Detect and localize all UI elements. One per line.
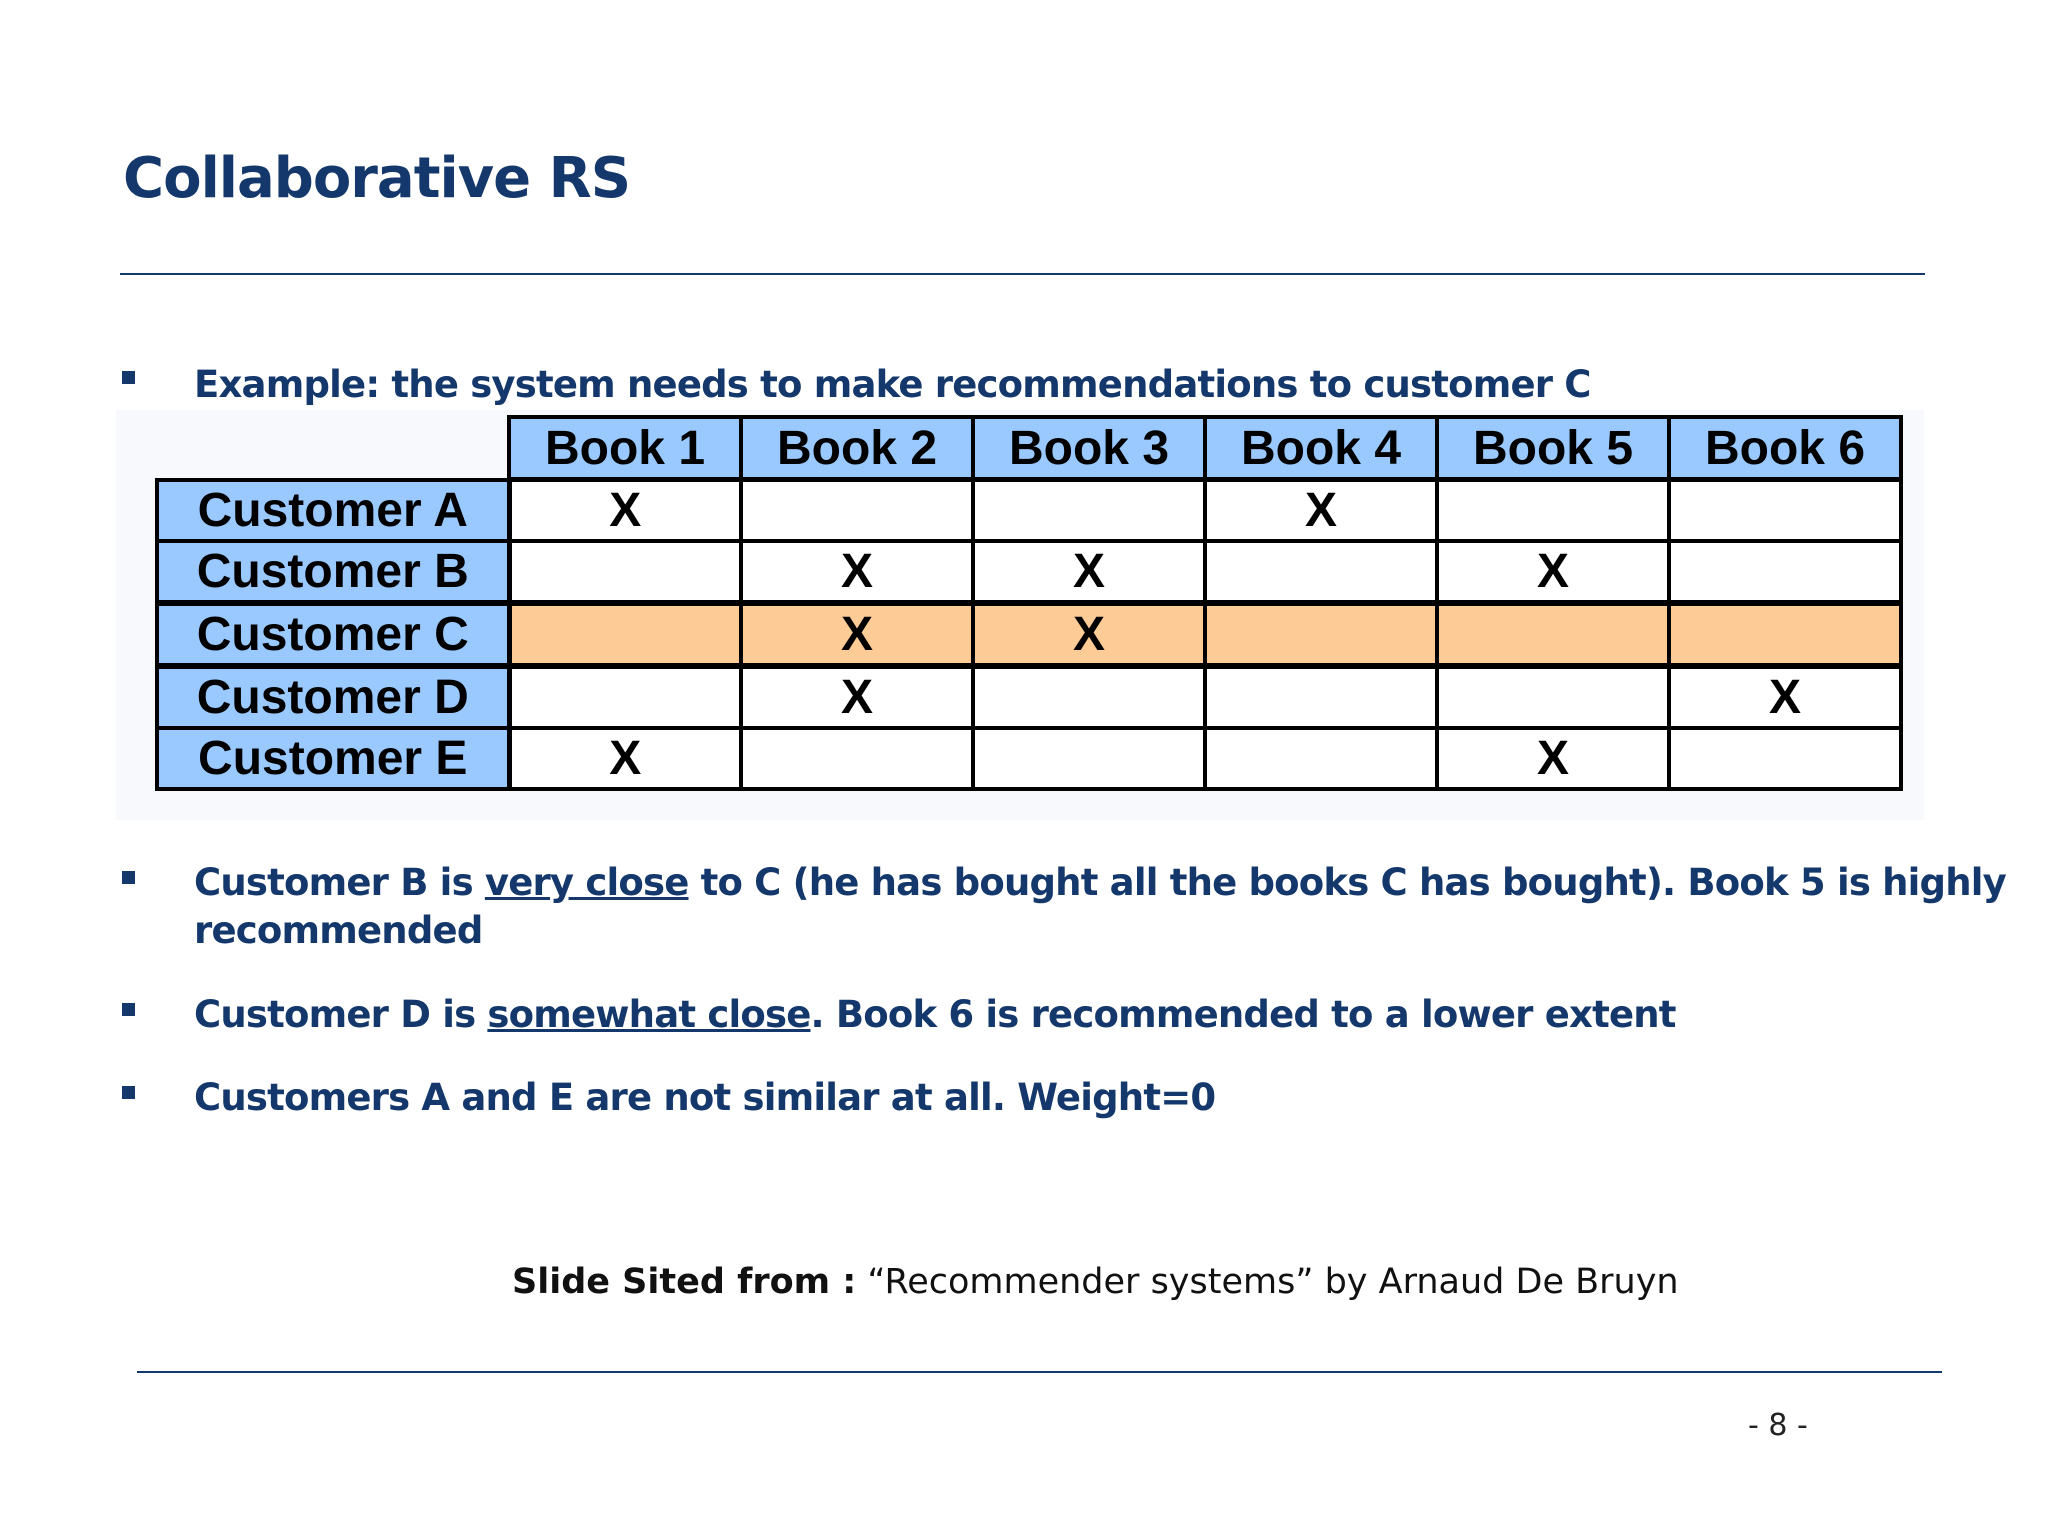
citation-label: Slide Sited from :: [512, 1262, 857, 1302]
finding-ae-text: Customers A and E are not similar at all. Weight=0: [194, 1076, 1216, 1119]
finding-d-emphasis: somewhat close: [487, 993, 811, 1036]
book-header: Book 5: [1437, 417, 1669, 480]
customer-label: Customer E: [157, 728, 509, 789]
customer-label: Customer B: [157, 541, 509, 603]
purchase-cell: [1669, 603, 1901, 666]
finding-b-pre: Customer B is: [194, 861, 485, 904]
citation: [512, 1262, 1679, 1302]
purchase-cell: [1205, 666, 1437, 728]
purchase-cell: [1437, 603, 1669, 666]
title-divider: [120, 273, 1925, 275]
finding-d-post: . Book 6 is recommended to a lower extent: [810, 993, 1676, 1036]
matrix-row-customer-c: [157, 603, 1901, 666]
purchase-cell: [973, 728, 1205, 789]
book-header: Book 6: [1669, 417, 1901, 480]
page-number: - 8 -: [1748, 1408, 1808, 1443]
purchase-cell: [1437, 480, 1669, 541]
purchase-cell: X: [509, 480, 741, 541]
slide-title: Collaborative RS: [123, 146, 631, 211]
customer-label: Customer C: [157, 603, 509, 666]
matrix-row-customer-b: [157, 541, 1901, 603]
purchase-cell: [1669, 480, 1901, 541]
finding-b-cont: recommended: [194, 909, 483, 952]
purchase-cell: [1205, 541, 1437, 603]
purchase-cell: X: [1205, 480, 1437, 541]
intro-bullet-text: Example: the system needs to make recommendations to customer C: [194, 363, 1591, 406]
purchase-cell: X: [973, 603, 1205, 666]
purchase-cell: X: [741, 666, 973, 728]
customer-label: Customer A: [157, 480, 509, 541]
purchase-cell: [741, 480, 973, 541]
purchase-cell: [509, 603, 741, 666]
matrix-header-row: [157, 417, 1901, 480]
footer-divider: [137, 1371, 1942, 1373]
purchase-cell: [741, 728, 973, 789]
finding-b-post: to C (he has bought all the books C has bought). Book 5 is highly: [688, 861, 2006, 904]
purchase-cell: X: [973, 541, 1205, 603]
purchase-cell: X: [509, 728, 741, 789]
matrix-corner: [157, 417, 509, 480]
purchase-cell: [1669, 541, 1901, 603]
purchase-cell: [1669, 728, 1901, 789]
bullet-marker: [122, 871, 135, 884]
book-header: Book 2: [741, 417, 973, 480]
bullet-marker: [122, 1003, 135, 1016]
purchase-cell: [973, 666, 1205, 728]
finding-d-text: [194, 991, 1676, 1039]
bullet-marker: [122, 371, 135, 384]
citation-source: “Recommender systems” by Arnaud De Bruyn: [856, 1262, 1679, 1302]
purchase-cell: [1437, 666, 1669, 728]
finding-d-pre: Customer D is: [194, 993, 488, 1036]
purchase-cell: X: [1437, 728, 1669, 789]
finding-b-text: [194, 859, 2006, 955]
purchase-cell: X: [741, 603, 973, 666]
purchase-cell: [509, 541, 741, 603]
matrix-row-customer-d: [157, 666, 1901, 728]
purchase-cell: X: [1669, 666, 1901, 728]
matrix-row-customer-e: [157, 728, 1901, 789]
purchase-cell: X: [1437, 541, 1669, 603]
book-header: Book 3: [973, 417, 1205, 480]
purchase-cell: [973, 480, 1205, 541]
customer-label: Customer D: [157, 666, 509, 728]
purchase-cell: [1205, 728, 1437, 789]
purchase-cell: [1205, 603, 1437, 666]
purchase-cell: [509, 666, 741, 728]
purchase-matrix: [155, 415, 1903, 791]
matrix-row-customer-a: [157, 480, 1901, 541]
book-header: Book 1: [509, 417, 741, 480]
book-header: Book 4: [1205, 417, 1437, 480]
finding-b-emphasis: very close: [484, 861, 689, 904]
purchase-cell: X: [741, 541, 973, 603]
bullet-marker: [122, 1086, 135, 1099]
